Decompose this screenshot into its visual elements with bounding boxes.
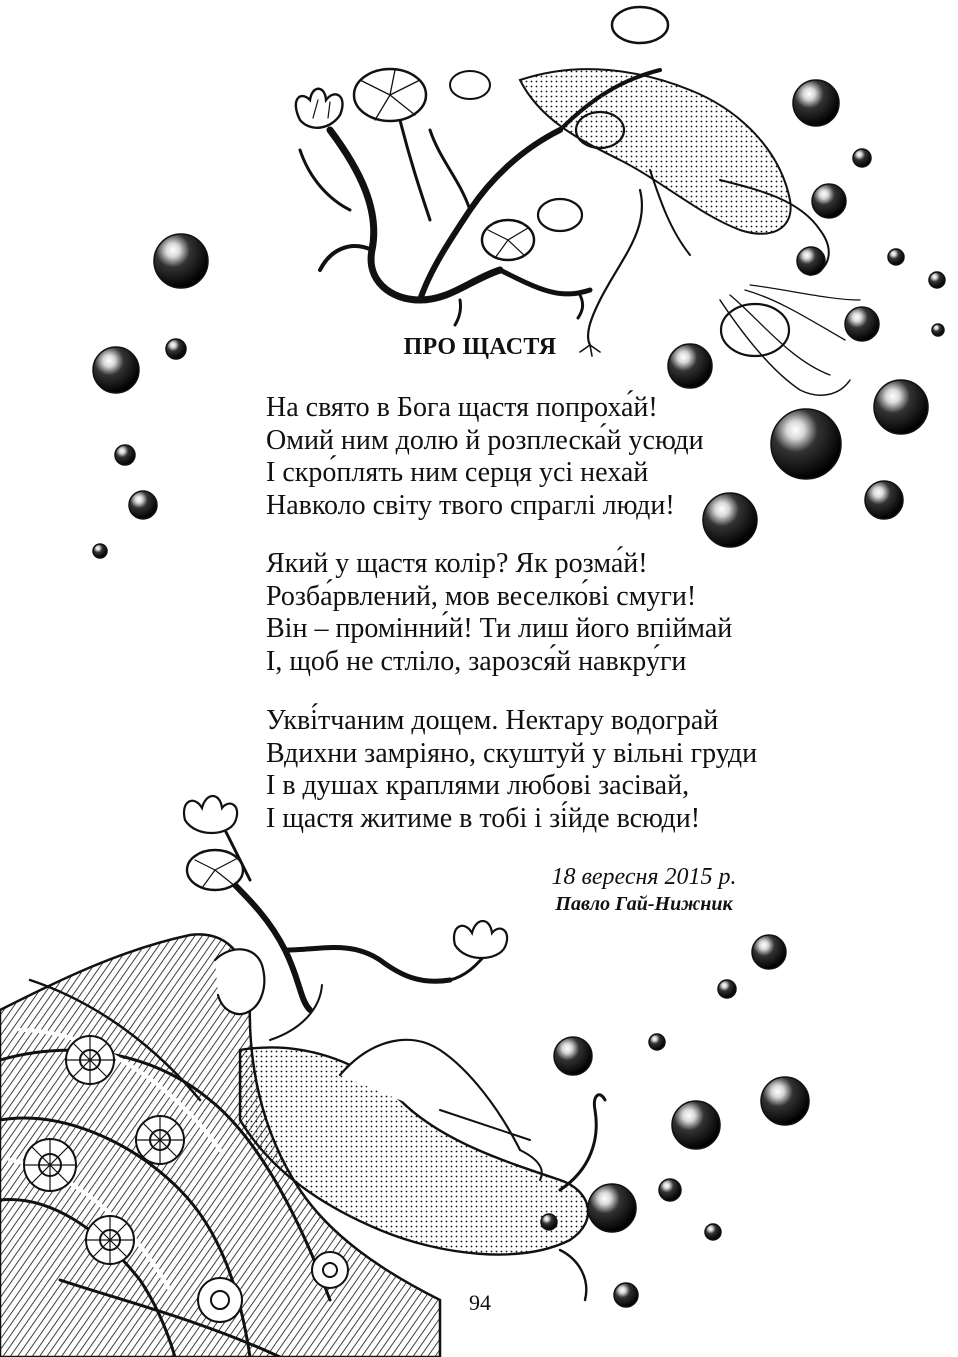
poem-line: І, щоб не стліло, зарозся́й навкру́ги — [266, 645, 687, 677]
poem-line: Навколо світу твого спраглі люди! — [266, 489, 675, 521]
poem-line: Розба́рвлений, мов веселко́ві смуги! — [266, 580, 697, 612]
page-number: 94 — [469, 1290, 491, 1315]
poem-line: Омий ним долю й розплеска́й усюди — [266, 424, 704, 456]
poem-stanza-3 — [266, 705, 757, 835]
poem-line: Він – промінни́й! Ти лиш його впіймай — [266, 613, 733, 644]
poem-author: Павло Гай-Нижник — [555, 893, 733, 915]
poem-line: Який у щастя колір? Як розма́й! — [266, 548, 648, 579]
poem-line: І скро́плять ним серця усі нехай — [266, 457, 649, 488]
poem-line: І щастя житиме в тобі і зі́йде всюди! — [266, 802, 701, 834]
poem-line: Вдихни замріяно, скуштуй у вільні груди — [266, 737, 758, 769]
poem-stanza-2 — [266, 548, 732, 678]
poem-title: ПРО ЩАСТЯ — [403, 334, 557, 360]
bottom-woman-illustration — [0, 796, 605, 1357]
poem-date: 18 вересня 2015 р. — [551, 864, 737, 890]
poem-line: На свято в Бога щастя попроха́й! — [266, 392, 658, 423]
poem-line: І в душах краплями любові засівай, — [266, 770, 690, 801]
poem-line: Укві́тчаним дощем. Нектару водограй — [266, 705, 719, 736]
poem-stanza-1 — [266, 392, 704, 522]
